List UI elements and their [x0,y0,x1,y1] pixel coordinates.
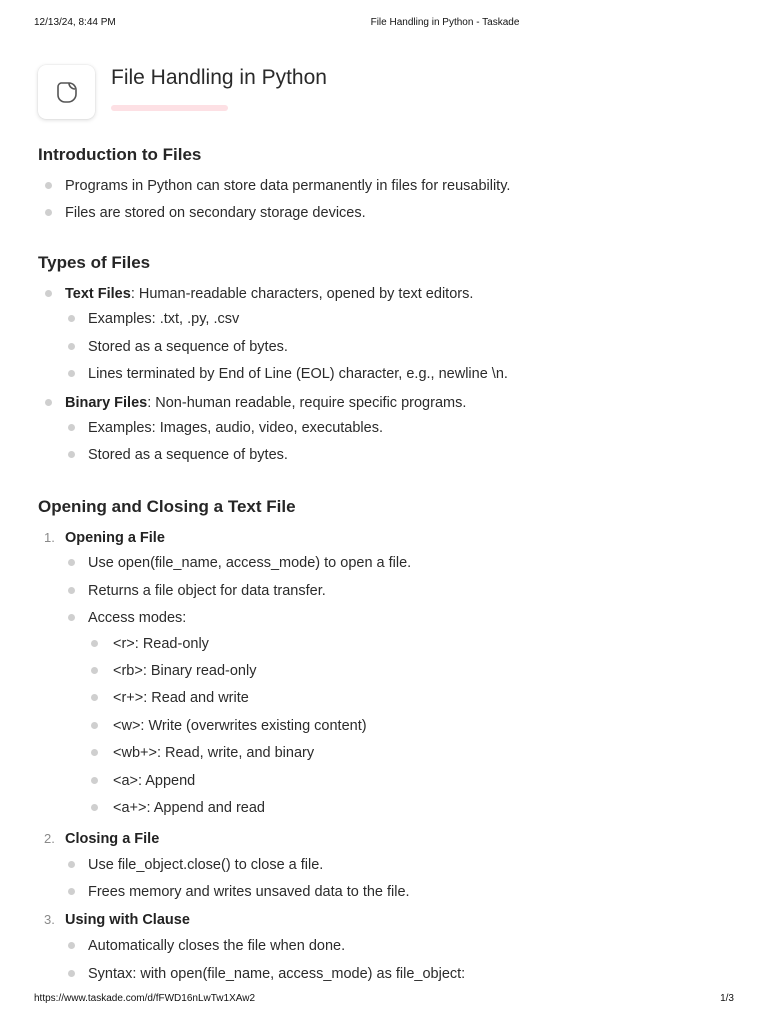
list-item[interactable]: Stored as a sequence of bytes. [88,447,288,463]
bullet-icon [91,694,98,701]
print-datetime: 12/13/24, 8:44 PM [34,17,116,28]
list-item[interactable]: Syntax: with open(file_name, access_mode) as file_object: [88,966,466,982]
heading-introduction: Introduction to Files [38,145,202,164]
step-number: 3. [44,912,55,927]
access-mode-item[interactable]: <a>: Append [113,773,196,789]
text-files-label: Text Files [65,286,131,302]
print-url: https://www.taskade.com/d/fFWD16nLwTw1XAw2 [34,993,256,1004]
list-item[interactable]: Use open(file_name, access_mode) to open a file. [88,555,412,571]
list-item[interactable]: Files are stored on secondary storage devices. [65,205,366,221]
print-page-number: 1/3 [720,993,734,1004]
bullet-icon [68,559,75,566]
title-underline [111,105,228,111]
bullet-icon [68,861,75,868]
binary-files-desc: : Non-human readable, require specific programs. [147,395,467,411]
step-label: Closing a File [65,831,160,847]
bullet-icon [45,399,52,406]
list-item[interactable]: Use file_object.close() to close a file. [88,857,324,873]
heading-types-of-files: Types of Files [38,253,151,272]
bullet-icon [68,587,75,594]
bullet-icon [91,722,98,729]
heading-opening-closing: Opening and Closing a Text File [38,497,296,516]
step-number: 1. [44,530,55,545]
list-item[interactable]: Lines terminated by End of Line (EOL) character, e.g., newline \n. [88,366,508,382]
document-icon[interactable] [38,65,95,119]
bullet-icon [68,970,75,977]
bullet-icon [45,182,52,189]
access-mode-item[interactable]: <r+>: Read and write [113,690,249,706]
bullet-icon [45,290,52,297]
binary-files-label: Binary Files [65,395,148,411]
step-using-with-clause[interactable] [65,911,190,929]
bullet-icon [91,804,98,811]
bullet-icon [91,749,98,756]
step-label: Opening a File [65,530,165,546]
list-item-text-files[interactable] [65,285,473,303]
access-mode-item[interactable]: <wb+>: Read, write, and binary [113,745,315,761]
bullet-icon [68,343,75,350]
bullet-icon [68,451,75,458]
list-item[interactable]: Examples: .txt, .py, .csv [88,311,240,327]
document-icon-glyph [54,79,80,105]
document-title[interactable]: File Handling in Python [111,66,327,89]
bullet-icon [91,777,98,784]
bullet-icon [45,209,52,216]
bullet-icon [68,942,75,949]
text-files-desc: : Human-readable characters, opened by text editors. [130,286,474,302]
step-closing-a-file[interactable] [65,830,159,848]
bullet-icon [68,315,75,322]
access-mode-item[interactable]: <rb>: Binary read-only [113,663,257,679]
step-label: Using with Clause [65,912,190,928]
list-item[interactable]: Examples: Images, audio, video, executables. [88,420,383,436]
list-item[interactable]: Automatically closes the file when done. [88,938,346,954]
list-item-binary-files[interactable] [65,394,466,412]
access-mode-item[interactable]: <a+>: Append and read [113,800,265,816]
access-mode-item[interactable]: <r>: Read-only [113,636,209,652]
list-item[interactable]: Stored as a sequence of bytes. [88,339,288,355]
access-mode-item[interactable]: <w>: Write (overwrites existing content) [113,718,367,734]
step-opening-a-file[interactable] [65,529,165,547]
bullet-icon [68,614,75,621]
list-item[interactable]: Returns a file object for data transfer. [88,583,326,599]
bullet-icon [91,640,98,647]
bullet-icon [68,424,75,431]
bullet-icon [68,370,75,377]
list-item[interactable]: Programs in Python can store data permanently in files for reusability. [65,178,511,194]
list-item[interactable]: Frees memory and writes unsaved data to the file. [88,884,410,900]
step-number: 2. [44,831,55,846]
list-item[interactable]: Access modes: [88,610,187,626]
bullet-icon [91,667,98,674]
bullet-icon [68,888,75,895]
print-page-title: File Handling in Python - Taskade [370,17,520,28]
